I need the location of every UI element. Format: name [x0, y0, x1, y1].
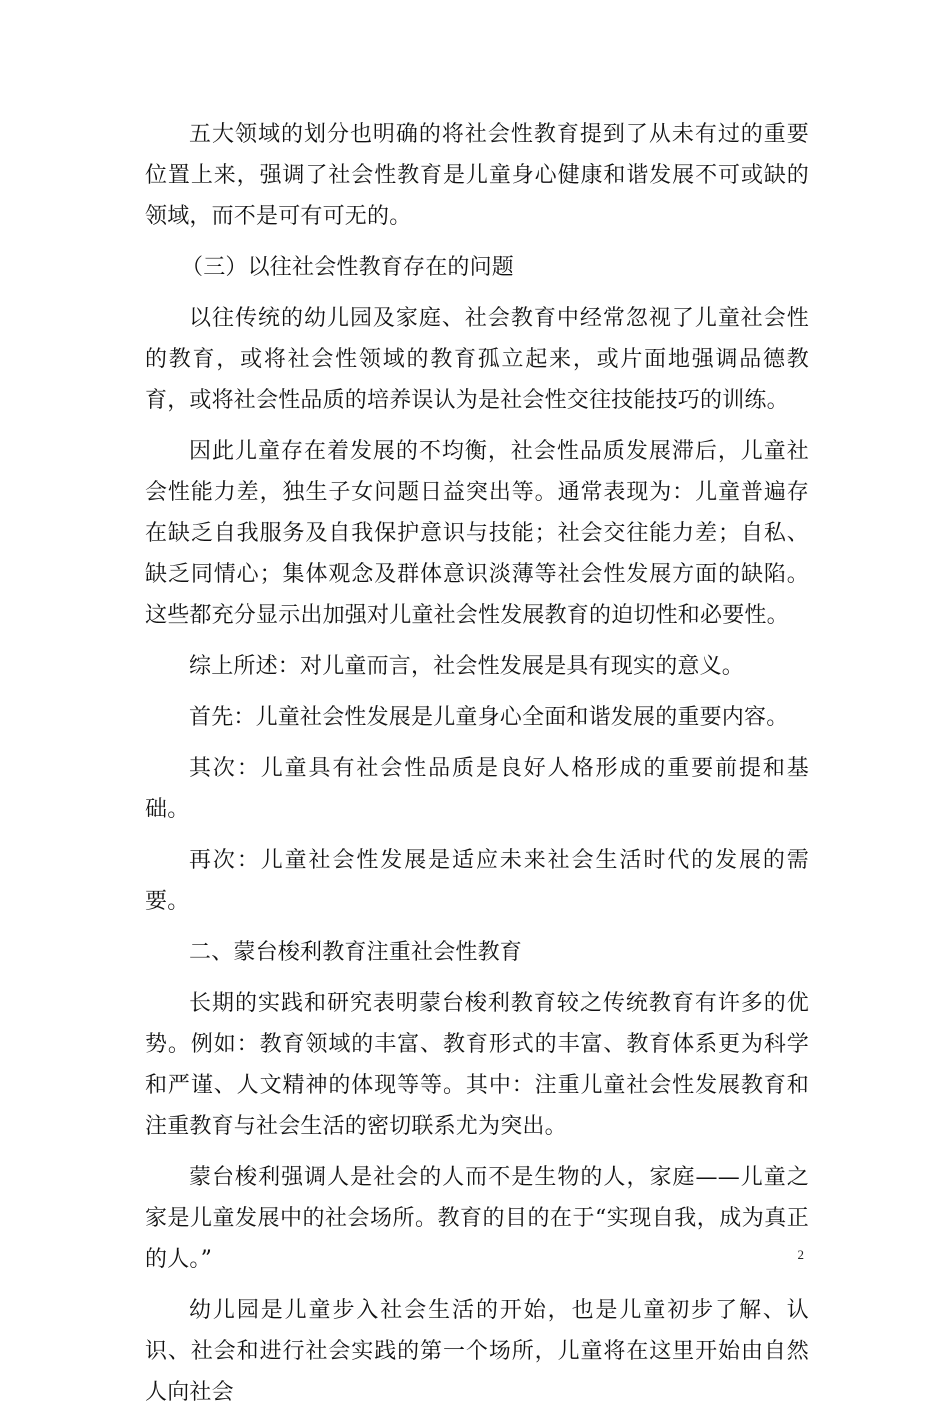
- paragraph-montessori-social-person: 蒙台梭利强调人是社会的人而不是生物的人，家庭——儿童之家是儿童发展中的社会场所。教育的目的在于“实现自我，成为真正的人。”: [145, 1165, 809, 1272]
- paragraph-second: 其次：儿童具有社会性品质是良好人格形成的重要前提和基础。: [145, 756, 809, 822]
- paragraph-first: 首先：儿童社会性发展是儿童身心全面和谐发展的重要内容。: [189, 705, 789, 730]
- paragraph-imbalance: 因此儿童存在着发展的不均衡，社会性品质发展滞后，儿童社会性能力差，独生子女问题日益突出等。通常表现为：儿童普遍存在缺乏自我服务及自我保护意识与技能；社会交往能力差；自私、缺乏同情心；集体观念及群体意识淡薄等社会性发展方面的缺陷。这些都充分显示出加强对儿童社会性发展教育的迫切性和必要性。: [145, 439, 809, 628]
- paragraph-kindergarten: 幼儿园是儿童步入社会生活的开始，也是儿童初步了解、认识、社会和进行社会实践的第一个场所，儿童将在这里开始由自然人向社会: [145, 1298, 809, 1405]
- paragraph-montessori-advantages: 长期的实践和研究表明蒙台梭利教育较之传统教育有许多的优势。例如：教育领域的丰富、教育形式的丰富、教育体系更为科学和严谨、人文精神的体现等等。其中：注重儿童社会性发展教育和注重教育与社会生活的密切联系尤为突出。: [145, 991, 809, 1139]
- subheading-past-problems: （三）以往社会性教育存在的问题: [181, 255, 515, 280]
- paragraph-traditional-neglect: 以往传统的幼儿园及家庭、社会教育中经常忽视了儿童社会性的教育，或将社会性领域的教育孤立起来，或片面地强调品德教育，或将社会性品质的培养误认为是社会性交往技能技巧的训练。: [145, 306, 809, 413]
- paragraph-five-domains: 五大领域的划分也明确的将社会性教育提到了从未有过的重要位置上来，强调了社会性教育是儿童身心健康和谐发展不可或缺的领域，而不是可有可无的。: [145, 122, 809, 229]
- paragraph-third: 再次：儿童社会性发展是适应未来社会生活时代的发展的需要。: [145, 848, 809, 914]
- section-heading-montessori: 二、蒙台梭利教育注重社会性教育: [189, 940, 523, 965]
- paragraph-summary: 综上所述：对儿童而言，社会性发展是具有现实的意义。: [189, 654, 745, 679]
- page-number: 2: [797, 1247, 804, 1262]
- body-text: [145, 114, 809, 1423]
